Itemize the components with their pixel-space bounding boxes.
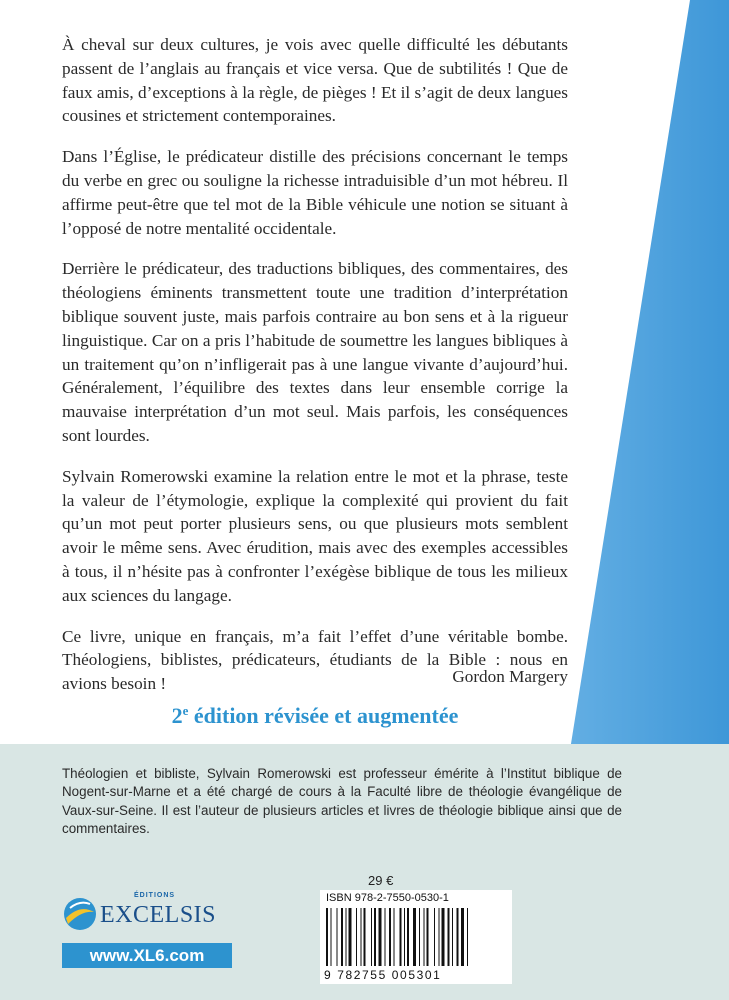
barcode-bar — [434, 908, 435, 966]
publisher-globe-icon — [62, 896, 98, 932]
barcode-bar — [400, 908, 402, 966]
barcode-bar — [356, 908, 357, 966]
barcode-area — [320, 890, 512, 984]
barcode-bar — [379, 908, 382, 966]
barcode-graphic — [326, 908, 506, 966]
barcode-bar — [346, 908, 347, 966]
barcode-bar — [389, 908, 391, 966]
edition-number: 2 — [171, 703, 183, 728]
publisher-name: EXCELSIS — [100, 902, 217, 928]
barcode-bar — [349, 908, 352, 966]
paragraph-2: Dans l’Église, le prédicateur distille des précisions concernant le temps du verbe en grec ou souligne la richesse intraduisible d’un mot hébreu. Il affirme peut-être que tel mot de la Bible véhicule une notion se situant à l’opposé de notre mentalité occidentale. — [62, 147, 568, 238]
barcode-bar — [442, 908, 445, 966]
barcode-bar — [457, 908, 459, 966]
barcode-bar — [374, 908, 376, 966]
barcode-digits: 9 782755 005301 — [324, 968, 442, 982]
paragraph-5: Ce livre, unique en français, m’a fait l’effet d’une véritable bombe. Théologiens, biblistes, prédicateurs, étudiants de la Bible : nous en avions besoin ! — [62, 626, 568, 694]
barcode-bar — [424, 908, 425, 966]
barcode-bar — [341, 908, 343, 966]
barcode-bar — [404, 908, 405, 966]
barcode-bar — [439, 908, 440, 966]
barcode-bar — [331, 908, 332, 966]
back-cover-text — [62, 33, 568, 713]
paragraph-4: Sylvain Romerowski examine la relation entre le mot et la phrase, teste la valeur de l’étymologie, explique la complexité qui provient du fait qu’un mot peut porter plusieurs sens, ou que plusieurs mots semblent avoir le même sens. Avec érudition, mais avec des exemples accessibles à tous, il n’hésite pas à confronter l’exégèse biblique de tous les milieux aux sciences du langage. — [62, 466, 568, 605]
barcode-bar — [385, 908, 386, 966]
barcode-bar — [337, 908, 338, 966]
barcode-bar — [461, 908, 464, 966]
barcode-bar — [371, 908, 372, 966]
quote-signature: Gordon Margery — [452, 667, 568, 686]
paragraph-1: À cheval sur deux cultures, je vois avec quelle difficulté les débutants passent de l’anglais au français et vice versa. Que de subtilités ! Que de faux amis, d’exceptions à la règle, de pièges ! Et il s’agit de deux langues cousines et strictement contemporaines. — [62, 35, 568, 126]
barcode-bar — [361, 908, 362, 966]
edition-text: édition révisée et augmentée — [188, 703, 459, 728]
barcode-bar — [419, 908, 420, 966]
barcode-bar — [467, 908, 468, 966]
barcode-bar — [364, 908, 366, 966]
barcode-bar — [413, 908, 416, 966]
barcode-bar — [427, 908, 429, 966]
barcode-bar — [326, 908, 328, 966]
author-bio: Théologien et bibliste, Sylvain Romerowski est professeur émérite à l’Institut biblique de Nogent-sur-Marne et a été chargé de cours à la Faculté libre de théologie évangélique de Vaux-sur-Seine. Il est l’auteur de plusieurs articles et livres de théologie biblique ainsi que de commentaires. — [62, 766, 622, 836]
barcode-bar — [394, 908, 395, 966]
publisher-small-label: ÉDITIONS — [134, 892, 176, 899]
barcode-bar — [448, 908, 450, 966]
edition-superscript: e — [182, 703, 189, 718]
price-label: 29 € — [368, 873, 394, 888]
barcode-bar — [452, 908, 453, 966]
publisher-url[interactable]: www.XL6.com — [62, 943, 232, 968]
barcode-bar — [407, 908, 409, 966]
edition-banner — [60, 703, 570, 729]
publisher-logo — [62, 892, 232, 938]
paragraph-3: Derrière le prédicateur, des traductions bibliques, des commentaires, des théologiens éminents transmettent toute une tradition d’interprétation biblique souvent juste, mais parfois contraire au bon sens et à la rigueur linguistique. Car on a pris l’habitude de soumettre les langues bibliques à un traitement qu’on n’infligerait pas à une langue vivante d’aujourd’hui. Généralement, l’équilibre des textes dans leur ensemble corrige la mauvaise interprétation d’un mot seul. Mais parfois, les conséquences sont lourdes. — [62, 259, 568, 445]
isbn-label: ISBN 978-2-7550-0530-1 — [326, 892, 449, 904]
